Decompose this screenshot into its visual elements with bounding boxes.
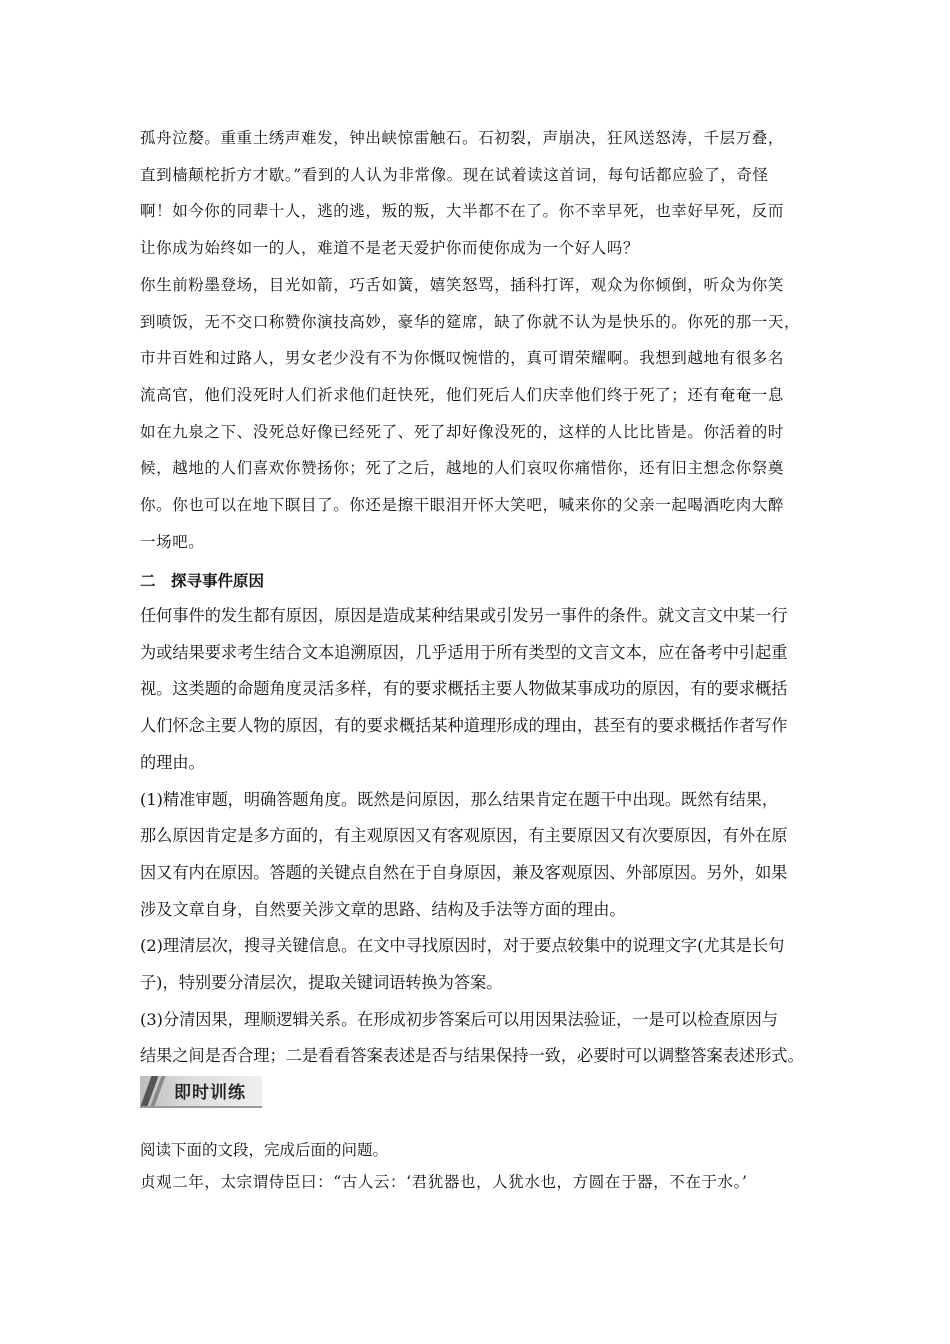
section-heading: 二 探寻事件原因: [140, 572, 265, 590]
text-line: 因又有内在原因。答题的关键点自然在于自身原因，兼及客观原因、外部原因。另外，如果: [140, 862, 788, 882]
text-line: 涉及文章自身，自然要关涉文章的思路、结构及手法等方面的理由。: [140, 899, 626, 919]
text-line: 的理由。: [140, 752, 205, 772]
banner-label: 即时训练: [174, 1083, 246, 1103]
text-line: 到喷饭，无不交口称赞你演技高妙，豪华的筵席，缺了你就不认为是快乐的。你死的那一天，: [140, 312, 801, 331]
text-line: 结果之间是否合理；二是看看答案表述是否与结果保持一致，必要时可以调整答案表述形式。: [140, 1046, 804, 1066]
text-line: 那么原因肯定是多方面的，有主观原因又有客观原因，有主要原因又有次要原因，有外在原: [140, 826, 788, 846]
text-line: 候，越地的人们喜欢你赞扬你；死了之后，越地的人们哀叹你痛惜你，还有旧主想念你祭奠: [140, 459, 785, 478]
text-line: 直到樯颠柁折方才歇。”看到的人认为非常像。现在试着读这首词，每句话都应验了，奇怪: [140, 165, 769, 184]
section-body: [140, 598, 820, 1075]
practice-banner: [140, 1076, 262, 1106]
text-line: 你生前粉墨登场，目光如箭，巧舌如簧，嬉笑怒骂，插科打诨，观众为你倾倒，听众为你笑: [140, 275, 785, 294]
text-line: 市井百姓和过路人，男女老少没有不为你慨叹惋惜的，真可谓荣耀啊。我想到越地有很多名: [140, 349, 785, 368]
text-line: 啊！如今你的同辈十人，逃的逃，叛的叛，大半都不在了。你不幸早死，也幸好早死，反而: [140, 202, 785, 221]
text-line: 任何事件的发生都有原因，原因是造成某种结果或引发另一事件的条件。就文言文中某一行: [140, 606, 788, 625]
text-line: (2)理清层次，搜寻关键信息。在文中寻找原因时，对于要点较集中的说理文字(尤其是长句: [140, 936, 785, 956]
text-line: 如在九泉之下、没死总好像已经死了、死了却好像没死的，这样的人比比皆是。你活着的时: [140, 422, 785, 441]
translation-block: [140, 120, 820, 560]
practice-passage: 贞观二年，太宗谓侍臣曰：“古人云：‘君犹器也，人犹水也，方圆在于器，不在于水。’: [140, 1173, 748, 1191]
text-line: 让你成为始终如一的人，难道不是老天爱护你而使你成为一个好人吗？: [140, 239, 640, 258]
practice-instruction: 阅读下面的文段，完成后面的问题。: [140, 1141, 389, 1159]
text-line: 视。这类题的命题角度灵活多样，有的要求概括主要人物做某事成功的原因，有的要求概括: [140, 679, 788, 699]
text-line: 为或结果要求考生结合文本追溯原因，几乎适用于所有类型的文言文本，应在备考中引起重: [140, 642, 788, 662]
text-line: 一场吧。: [140, 532, 205, 551]
text-line: 人们怀念主要人物的原因，有的要求概括某种道理形成的理由，甚至有的要求概括作者写作: [140, 716, 788, 736]
text-line: 你。你也可以在地下瞑目了。你还是擦干眼泪开怀大笑吧，喊来你的父亲一起喝酒吃肉大醉: [140, 496, 785, 515]
text-line: (3)分清因果，理顺逻辑关系。在形成初步答案后可以用因果法验证，一是可以检查原因与: [140, 1009, 779, 1029]
text-line: (1)精准审题，明确答题角度。既然是问原因，那么结果肯定在题干中出现。既然有结果，: [140, 789, 779, 809]
text-line: 孤舟泣嫠。重重土绣声难发，钟出峡惊雷触石。石初裂，声崩决，狂风送怒涛，千层万叠，: [140, 129, 785, 147]
text-line: 流高官，他们没死时人们祈求他们赶快死，他们死后人们庆幸他们终于死了；还有奄奄一息: [140, 385, 785, 404]
text-line: 子)，特别要分清层次，提取关键词语转换为答案。: [140, 973, 503, 993]
